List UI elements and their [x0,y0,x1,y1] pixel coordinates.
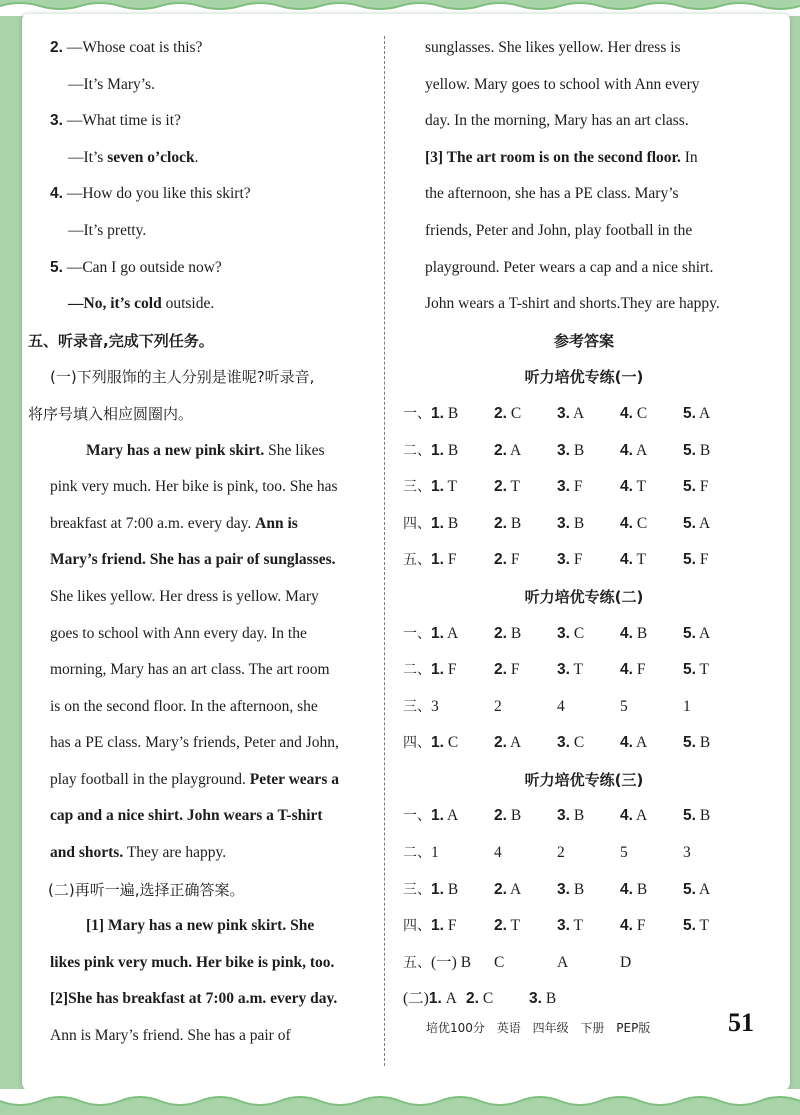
q3-answer-text: —It’s [68,148,108,166]
set1-row-label: 三、 [403,479,431,496]
q3-number: 3. [50,112,63,130]
passage-continued-text: [3] The art room is on the second floor. [425,148,681,166]
set3-title: 听力培优专练(三) [524,770,644,789]
left-column [28,30,376,1055]
set1-row-label: 四、 [403,515,431,532]
set2-answer: 4. B [620,624,648,642]
set1-answer: 5. A [683,404,711,422]
set1-row [403,396,743,433]
passage-continued-text: friends, Peter and John, play football in the [425,221,693,239]
set1-answer: 2. C [494,404,522,422]
q3-answer-bold: seven o’clock [107,148,195,166]
passage-line [50,542,376,579]
passage-line [50,616,376,653]
q5-prompt [50,250,376,287]
passage-line [50,835,376,872]
set1-row-label: 二、 [403,442,431,459]
set2-row-label: 三、 [403,698,431,715]
listening-passage [50,433,376,872]
set3-answer: D [620,953,632,971]
set3-answer: 1 [431,844,439,862]
task2-text: [1] Mary has a new pink skirt. She [86,917,315,935]
right-column [403,30,743,1018]
set3-row-label: 三、 [403,881,431,898]
passage-line [50,469,376,506]
set3-answer: C [494,953,505,971]
set2-answer: 3. C [557,624,585,642]
set3-answer: 2. B [494,807,522,825]
q5-answer-end: outside. [161,295,215,313]
set3-answer: 4. B [620,880,648,898]
q4-prompt [50,176,376,213]
task1-instruction-line1: (一)下列服饰的主人分别是谁呢?听录音, [50,368,315,387]
footer-volume: 下册 [580,1021,605,1035]
task2-passage [50,908,376,1054]
set3-answer: 2 [557,844,565,862]
set1-answer: 3. F [557,478,583,496]
set1-answer: 5. F [683,551,709,569]
set1-answer: 1. F [431,551,457,569]
q3-prompt [50,103,376,140]
footer-book: 培优100分 [426,1021,485,1035]
set3-row-label: 二、 [403,845,431,862]
task2-text: [2]She has breakfast at 7:00 a.m. every day. [50,990,338,1008]
set3-answer: 4. F [620,917,646,935]
passage-text: and shorts. [50,844,124,862]
set3-answer: 3. B [557,880,585,898]
task2-line [50,981,376,1018]
passage-continued-line [425,103,743,140]
passage-line [50,652,376,689]
set3-answer: 5 [620,844,628,862]
task2-line [50,945,376,982]
passage-line [50,762,376,799]
set1-row [403,433,743,470]
section5-title: 五、听录音,完成下列任务。 [28,331,214,350]
set3-answer: 1. A [431,807,459,825]
answers-title: 参考答案 [553,331,614,350]
set1-answer: 4. C [620,514,648,532]
set1-answers [403,396,743,579]
set3-answer: 1. B [431,880,459,898]
set2-title: 听力培优专练(二) [524,587,644,606]
set1-answer: 4. C [620,404,648,422]
passage-continued-text: the afternoon, she has a PE class. Mary’s [425,185,679,203]
passage-text: play football in the playground. [50,770,250,788]
passage-text: breakfast at 7:00 a.m. every day. [50,514,256,532]
set2-row-label: 二、 [403,662,431,679]
passage-continued-text: John wears a T-shirt and shorts.They are happy. [425,295,720,313]
q3-answer [50,140,376,177]
task2-text: Ann is Mary’s friend. She has a pair of [50,1027,291,1045]
passage-continued-line [425,176,743,213]
passage-continued-text: playground. Peter wears a cap and a nice shirt. [425,258,714,276]
task2-line [50,1018,376,1055]
set3-row [403,835,743,872]
task1-instruction-line2: 将序号填入相应圆圈内。 [28,404,194,423]
passage-text: Mary’s friend. She has a pair of sunglasses. [50,551,336,569]
set3-answer: 3 [683,844,691,862]
q4-answer: —It’s pretty. [68,221,147,239]
set1-answer: 2. B [494,514,522,532]
set2-answer: 2. F [494,661,520,679]
passage-text: cap and a nice shirt. John wears a T-shirt [50,807,323,825]
set1-answer: 3. B [557,514,585,532]
set1-answer: 2. F [494,551,520,569]
set2-answer: 5. B [683,734,711,752]
set3-answer: 5. A [683,880,711,898]
set2-answer: 1 [683,697,691,715]
set2-answer: 5 [620,697,628,715]
set3-row [403,945,743,982]
bottom-wave-border [0,1089,800,1115]
passage-text: Mary has a new pink skirt. [86,441,265,459]
passage-text: She likes [264,441,325,459]
set1-answer: 3. A [557,404,585,422]
set1-answer: 5. A [683,514,711,532]
q4-number: 4. [50,185,63,203]
passage-text: is on the second floor. In the afternoon, she [50,697,318,715]
task2-text: likes pink very much. Her bike is pink, too. [50,953,335,971]
passage-continued [425,30,743,323]
q2-prompt [50,30,376,67]
set1-answer: 1. T [431,478,458,496]
set2-row [403,616,743,653]
passage-continued-text: day. In the morning, Mary has an art class. [425,112,689,130]
set1-answer: 4. T [620,551,647,569]
set2-row [403,689,743,726]
set3-answer: (一) B [431,953,472,971]
set1-answer: 5. B [683,441,711,459]
passage-continued-text: sunglasses. She likes yellow. Her dress is [425,39,681,56]
set2-answer: 1. C [431,734,459,752]
set2-answer: 2. A [494,734,522,752]
set2-answers [403,616,743,762]
set1-row [403,469,743,506]
passage-continued-line [425,140,743,177]
task2-line [50,908,376,945]
set3-answer: 4. A [620,807,648,825]
set3-answer: 4 [494,844,502,862]
passage-continued-line [425,67,743,104]
set3-answer: 2. C [466,990,494,1008]
set1-title: 听力培优专练(一) [524,368,644,387]
set3-row [403,908,743,945]
passage-text: Peter wears a [249,770,339,788]
q2-number: 2. [50,39,63,56]
set2-answer: 3. C [557,734,585,752]
passage-line [50,433,376,470]
set3-row [403,872,743,909]
passage-text: morning, Mary has an art class. The art room [50,661,330,679]
q5-prompt-text: —Can I go outside now? [66,258,222,276]
set2-answer: 2 [494,697,502,715]
q5-answer [50,286,376,323]
set2-answer: 2. B [494,624,522,642]
set2-row [403,725,743,762]
set2-answer: 1. F [431,661,457,679]
set3-answer: (二)1. A [403,990,457,1008]
passage-text: Ann is [255,514,298,532]
q5-number: 5. [50,258,63,276]
passage-line [50,725,376,762]
set2-row-label: 一、 [403,625,431,642]
passage-text: She likes yellow. Her dress is yellow. Mary [50,587,319,605]
set3-row-label: 五、 [403,954,431,971]
set3-answers [403,798,743,1018]
set2-answer: 3. T [557,661,584,679]
passage-continued-line [425,213,743,250]
set3-answer: 2. A [494,880,522,898]
passage-text: pink very much. Her bike is pink, too. She has [50,478,338,496]
set1-row-label: 五、 [403,552,431,569]
passage-continued-text: In [680,148,698,166]
set2-answer: 5. T [683,661,710,679]
set3-row [403,798,743,835]
set1-answer: 3. B [557,441,585,459]
set2-answer: 4. A [620,734,648,752]
set2-row-label: 四、 [403,735,431,752]
set3-answer: 3. B [557,807,585,825]
q5-answer-text: —No, it’s [68,295,135,313]
q3-answer-end: . [194,148,199,166]
set3-answer: A [557,953,569,971]
set1-answer: 2. A [494,441,522,459]
passage-continued-text: yellow. Mary goes to school with Ann every [425,75,700,93]
set1-answer: 3. F [557,551,583,569]
q4-prompt-text: —How do you like this skirt? [66,185,251,203]
set3-answer: 2. T [494,917,521,935]
set2-answer: 4. F [620,661,646,679]
set3-answer: 1. F [431,917,457,935]
set3-answer: 5. T [683,917,710,935]
set1-answer: 1. B [431,404,459,422]
set2-row [403,652,743,689]
passage-line [50,798,376,835]
set1-row [403,542,743,579]
q2-prompt-text: —Whose coat is this? [66,39,203,56]
q2-answer: —It’s Mary’s. [68,75,155,93]
passage-line [50,689,376,726]
passage-text: They are happy. [123,844,227,862]
set1-answer: 1. B [431,441,459,459]
set3-row-label: 四、 [403,918,431,935]
passage-line [50,506,376,543]
set2-answer: 5. A [683,624,711,642]
set2-answer: 1. A [431,624,459,642]
footer [426,1010,756,1046]
passage-continued-line [425,250,743,287]
set1-row [403,506,743,543]
set1-answer: 4. T [620,478,647,496]
set3-answer: 5. B [683,807,711,825]
set2-answer: 3 [431,697,439,715]
task2-title: (二)再听一遍,选择正确答案。 [48,880,245,899]
q5-answer-bold: cold [134,295,162,313]
passage-continued-line [425,30,743,67]
set1-row-label: 一、 [403,405,431,422]
column-divider [384,36,385,1066]
passage-line [50,579,376,616]
set2-answer: 4 [557,697,565,715]
passage-text: goes to school with Ann every day. In the [50,624,307,642]
footer-grade: 四年级 [532,1021,569,1035]
set1-answer: 5. F [683,478,709,496]
passage-continued-line [425,286,743,323]
set3-row-label: 一、 [403,808,431,825]
set3-answer: 3. B [529,990,557,1008]
q3-prompt-text: —What time is it? [66,112,181,130]
set1-answer: 4. A [620,441,648,459]
set1-answer: 1. B [431,514,459,532]
passage-text: has a PE class. Mary’s friends, Peter and John, [50,734,339,752]
set3-answer: 3. T [557,917,584,935]
page-number: 51 [728,1008,754,1037]
set1-answer: 2. T [494,478,521,496]
footer-edition: PEP版 [616,1021,651,1035]
footer-subject: 英语 [496,1021,521,1035]
